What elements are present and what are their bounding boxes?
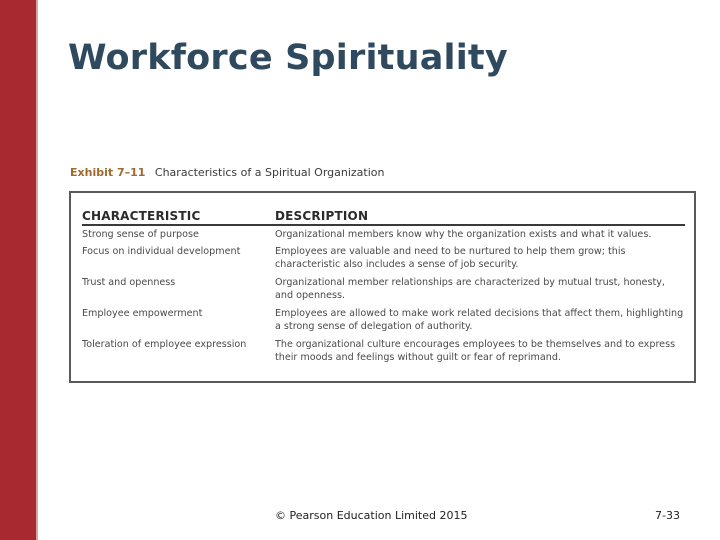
row-characteristic-purpose: Strong sense of purpose: [82, 229, 199, 240]
row-characteristic-trust: Trust and openness: [82, 277, 176, 288]
row-characteristic-development: Focus on individual development: [82, 246, 241, 257]
row-description-development: Employees are valuable and need to be nurtured to help them grow; this characteristic also includes a sense of job security.: [275, 246, 626, 270]
header-characteristic: CHARACTERISTIC: [82, 209, 201, 223]
row-characteristic-empowerment: Employee empowerment: [82, 308, 203, 319]
row-characteristic-expression: Toleration of employee expression: [82, 339, 247, 350]
characteristics-table: [69, 191, 696, 383]
left-accent-bar: [0, 0, 36, 540]
row-description-trust: Organizational member relationships are characterized by mutual trust, honesty, and openness.: [275, 277, 665, 301]
header-rule: [82, 224, 685, 226]
exhibit-caption-text: Characteristics of a Spiritual Organization: [154, 166, 385, 179]
row-description-empowerment: Employees are allowed to make work related decisions that affect them, highlighting a strong sense of delegation of authority.: [275, 308, 684, 332]
accent-bar-edge: [36, 0, 38, 540]
copyright-footer: © Pearson Education Limited 2015: [275, 509, 468, 522]
exhibit-caption: [70, 166, 384, 179]
header-description: DESCRIPTION: [275, 209, 369, 223]
exhibit-number: Exhibit 7–11: [70, 166, 146, 179]
row-description-purpose: Organizational members know why the organization exists and what it values.: [275, 229, 652, 240]
page-number: 7-33: [655, 509, 680, 522]
row-description-expression: The organizational culture encourages employees to be themselves and to express their moods and feelings without guilt or fear of reprimand.: [275, 339, 676, 363]
slide-title: Workforce Spirituality: [68, 38, 508, 78]
